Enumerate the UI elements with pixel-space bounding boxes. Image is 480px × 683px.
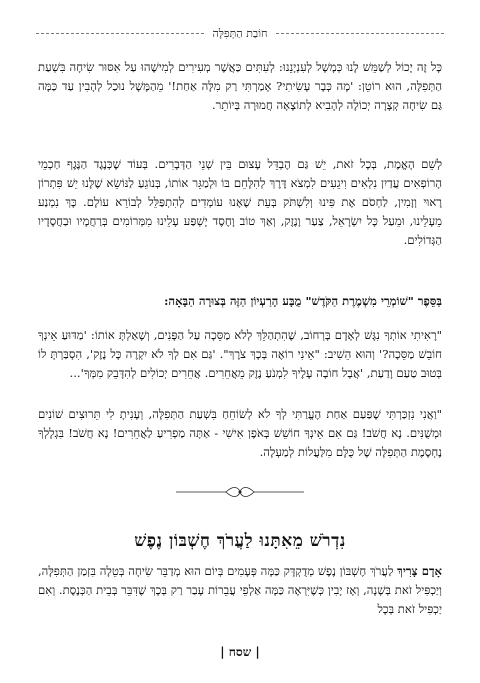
paragraph-analogy: כָּל זֶה יָכוֹל לְשַׁמֵּשׁ לָנוּ כְּמָשָׁל לְעִנְיָנֵנוּ: לְעִתִּים כַּאֲשֶׁר מְעִירִים לְמִישֶׁהוּ עַל אִסּוּר שִׂיחָה בִּשְׁעַת הַתְּפִלָּה, הוּא רוֹטֵן: 'מָה כְּבָר עָשִׂיתִי? אָמַרְתִּי רַק מִלָּה אַחַת!' מֵהַמָּשָׁל נוּכַל לְהָבִין עַד כַּמָּה גַּם שִׂיחָה קְצָרָה יְכוֹלָה לְהָבִיא לְתוֹצָאָה חֲמוּרָה בְּיוֹתֵר. <box>38 60 442 112</box>
paragraph-reminder: "וַאֲנִי נִזְכַּרְתִּי שֶׁפַּעַם אַחַת הֶעֱרַתִּי לְךָ לֹא לְשׂוֹחֵחַ בִּשְׁעַת הַתְּפִלָּה, וְעָנִיתָ לִי תֵּרוּצִים שׁוֹנִים וּמְשֻׁנִּים. נָא חֲשֹׁב! גַּם אִם אֵינְךָ חוֹשֵׁשׁ בְּאֹפֶן אִישִׁי - אַתָּה מַפְרִיעַ לַאֲחֵרִים! נָא חֲשֹׁב! בִּגְלָלְךָ נֶחְסֶמֶת הַתְּפִלָּה שֶׁל כֻּלָּם מִלַּעֲלוֹת לְמַעְלָה. <box>38 407 442 459</box>
book-title: "שׁוֹמְרֵי מִשְׁמֶרֶת הַקֹּדֶשׁ" <box>305 294 414 308</box>
header-rule-right <box>276 33 444 34</box>
paragraph-lead-words: אָדָם צָרִיךְ <box>397 564 442 578</box>
section-divider-ornament <box>0 485 480 499</box>
quote-intro-pre: בַּסֵּפֶר <box>413 294 442 308</box>
running-header-title: חוֹבַת הַתְּפִלָּה <box>212 26 268 40</box>
paragraph-book-quote-intro <box>38 292 442 311</box>
running-header <box>36 24 444 42</box>
page-number: | שסח | <box>220 645 260 659</box>
paragraph-body-text: לַעֲרֹךְ חֶשְׁבּוֹן נֶפֶשׁ מְדֻקְדָּק כַּמָּה פְּעָמִים בְּיוֹם הוּא מְדַבֵּר שִׂיחָה בְּטֵלָה בִּזְמַן הַתְּפִלָּה, וְיַכְפִּיל זֹאת בְּשָׁנָה, וְאָז יָבִין כְּשֶׁיִּרְאֶה כַּמָּה אַלְפֵי עֲבֵרוֹת עָבַר רַק בְּכָךְ שֶׁדִּבֵּר בְּבֵית הַכְּנֶסֶת. וְאִם יַכְפִּיל זֹאת בְּכָל <box>38 564 442 616</box>
header-rule-left <box>36 33 204 34</box>
quote-intro-post: מֻבָּע הָרַעְיוֹן הַזֶּה בְּצוּרָה הַבָּאָה: <box>164 294 306 308</box>
section-heading: נִדְרֹשׁ מֵאִתָּנוּ לַעֲרֹךְ חֶשְׁבּוֹן נֶפֶשׁ <box>134 531 346 551</box>
paragraph-difference: לְשֵׁם הָאֱמֶת, בְּכָל זֹאת, יֵשׁ גַּם הֶבְדֵּל עָצוּם בֵּין שְׁנֵי הַדְּבָרִים. בְּעוֹד שֶׁכְּנֶגֶד הַנֶּגֶף חַכְמֵי הָרוֹפְאִים עֲדַיִן נִלְאִים וִיגֵעִים לִמְצֹא דֶּרֶךְ לְהִלָּחֵם בּוֹ וּלְמַגֵּר אוֹתוֹ, בְּנוֹגֵעַ לַנּוֹשֵׂא שֶׁלָּנוּ יֵשׁ פִּתְרוֹן רָאוּי וְזָמִין, לַחְסֹם אֶת פִּינוּ וְלִשְׁתֹּק בְּעֵת שֶׁאָנוּ עוֹמְדִים לְהִתְפַּלֵּל לְבוֹרֵא עוֹלָם. כָּךְ נִמְנַע מֵעָלֵינוּ, וּמֵעַל כָּל יִשְׂרָאֵל, צַעַר וָנֶזֶק, וְאַךְ טוֹב וָחֶסֶד יָשְׁפַּע עָלֵינוּ מִמְּרוֹמִים בְּרַחֲמָיו וּבַחֲסָדָיו הַגְּדוֹלִים. <box>38 157 442 247</box>
paragraph-mask-story: "רָאִיתִי אוֹתְךָ נִגָּשׁ לְאָדָם בָּרְחוֹב, שֶׁהִתְהַלֵּךְ לְלֹא מַסֵּכָה עַל הַפָּנִים, וְשָׁאַלְתָּ אוֹתוֹ: 'מַדּוּעַ אֵינְךָ חוֹבֵשׁ מַסֵּכָה?' וְהוּא הֵשִׁיב: "אֵינִי רוֹאֶה בְּכָךְ צֹרֶךְ". 'גַּם אִם לְךָ לֹא יִקְרֶה כָּל נֶזֶק', הִסְבַּרְתָּ לוֹ בְּטוּב טַעַם וָדַעַת, 'אֲבָל חוֹבָה עָלֶיךָ לִמְנֹעַ נֶזֶק מֵאֲחֵרִים. אֲחֵרִים יְכוֹלִים לְהִדָּבֵק מִמְּךָ'... <box>38 328 442 380</box>
paragraph-self-accounting <box>38 562 442 619</box>
